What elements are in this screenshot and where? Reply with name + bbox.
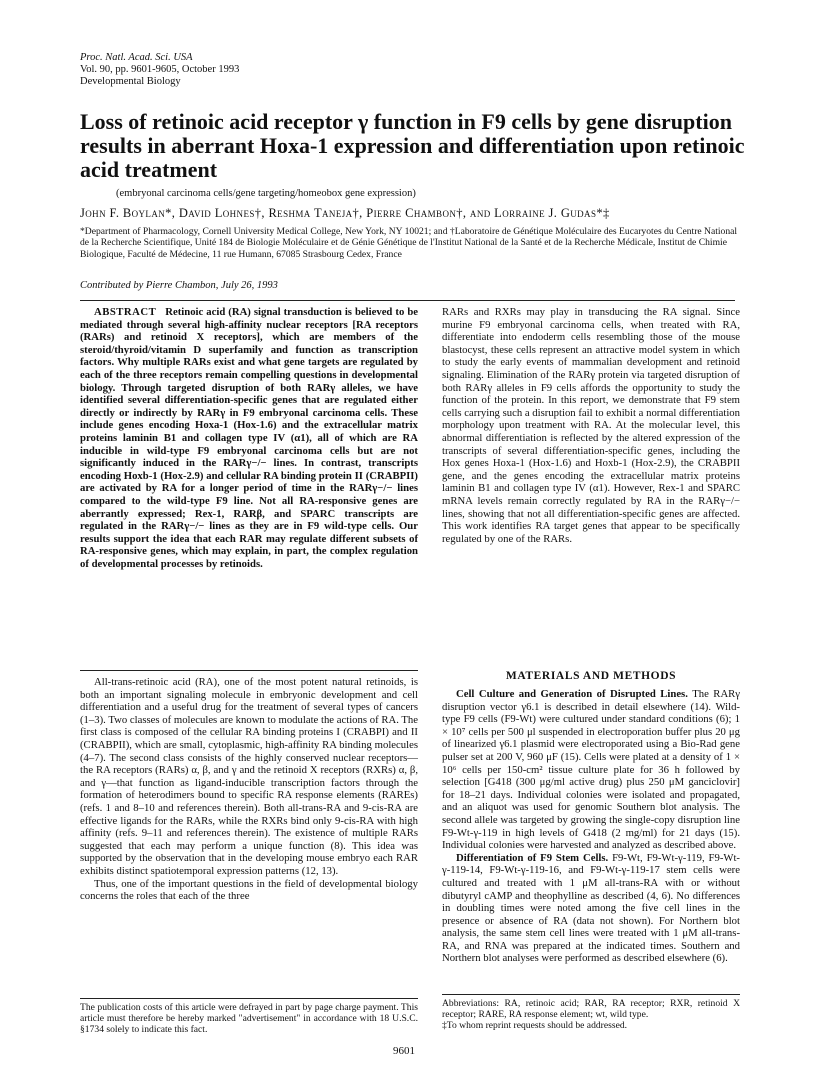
intro-continued: [442, 306, 740, 545]
methods-paragraph-1: [442, 688, 740, 852]
introduction: [80, 676, 418, 903]
intro-paragraph-1: All-trans-retinoic acid (RA), one of the most potent natural retinoids, is both an important signaling molecule in embryonic development and cell differentiation and a useful drug for the treatment of several types of cancers (1–3). Two classes of molecules are known to modulate the actions of RA. The first class is composed of the cellular RA binding proteins I (CRABPI) and II (CRABPII), which are small, cytoplasmic, high-affinity RA binding molecules (4–7). The second class consists of the highly conserved nuclear receptors—the RA receptors (RARs) α, β, and γ and the retinoid X receptors (RXRs) α, β, and γ—that function as ligand-inducible transcription factors through the formation of heterodimers bound to specific RA response elements (RAREs) (refs. 1 and 8–10 and references therein). Both all-trans-RA and 9-cis-RA are effective ligands for the RARs, while the RXRs bind only 9-cis-RA with high affinity (refs. 9–11 and references therein). The existence of multiple RARs suggested that each may perform a unique function (8). This idea was supported by the observation that in the developing mouse embryo each RAR exhibits distinct spatiotemporal expression patterns (12, 13).: [80, 676, 418, 877]
reprint-note: ‡To whom reprint requests should be addressed.: [442, 1020, 628, 1032]
footnote-rule-right: [442, 994, 740, 995]
abstract-text: Retinoic acid (RA) signal transduction is believed to be mediated through several high-affinity nuclear receptors [RA receptors (RARs) and retinoid X receptors], which are members of the steroid/thyroid/vitamin D superfamily and function as transcription factors. Why multiple RARs exist and what gene targets are regulated by each of the three receptors remain compelling questions in developmental biology. Through targeted disruption of both RARγ alleles, we have identified several differentiation-specific genes that are regulated either directly or indirectly by RARγ in F9 embryonal carcinoma cells. These include genes encoding Hoxa-1 (Hox-1.6) and the extracellular matrix proteins laminin B1 and collagen type IV (α1), all of which are RA inducible in wild-type F9 embryonal carcinoma cells but are not significantly induced in the RARγ−/− lines. In contrast, transcripts encoding Hoxb-1 (Hox-2.9) and cellular RA binding protein II (CRABPII) are activated by RA for a longer period of time in the RARγ−/− lines compared to the wild-type F9 line. Not all RA-responsive genes are aberrantly expressed; Rex-1, RARβ, and SPARC transcripts are regulated in the RARγ−/− lines as they are in F9 wild-type cells. Our results support the idea that each RAR may regulate different subsets of RA-responsive genes, which may explain, in part, the complex regulation of developmental processes by retinoids.: [80, 306, 419, 570]
abstract-label: ABSTRACT: [94, 306, 157, 318]
methods-p1-heading: Cell Culture and Generation of Disrupted Lines.: [456, 688, 688, 700]
methods-p2-text: F9-Wt, F9-Wt-γ-119, F9-Wt-γ-119-14, F9-Wt-γ-119-16, and F9-Wt-γ-119-17 stem cells were cultured and treated with 1 μM all-trans-RA with or without dibutyryl cAMP and theophylline as described (4, 6). No differences in doubling times were noted among the five cell lines in the presence or absence of RA (data not shown). For Northern blot analysis, the same stem cell lines were treated with 1 μM all-trans-RA, and RNA was prepared at the indicated times. Southern and Northern blot analyses were performed as described elsewhere (6).: [442, 851, 740, 965]
footnote-rule-left: [80, 998, 418, 999]
methods-paragraph-2: [442, 852, 740, 965]
affiliations: *Department of Pharmacology, Cornell University Medical College, New York, NY 10021; and †Laboratoire de Génétique Moléculaire des Eucaryotes du Centre National de la Recherche Scientifique, Unité 184 de Biologie Moléculaire et de Génie Génétique de l'Institut National de la Santé et de la Recherche Médicale, Institut de Chimie Biologique, Faculté de Médecine, 11 rue Humann, 67085 Strasbourg Cedex, France: [80, 226, 738, 260]
methods-heading: MATERIALS AND METHODS: [505, 670, 677, 682]
abstract-rule: [80, 670, 418, 671]
methods-p2-heading: Differentiation of F9 Stem Cells.: [456, 851, 609, 864]
authors: John F. Boylan*, David Lohnes†, Reshma Taneja†, Pierre Chambon†, and Lorraine J. Gudas*‡: [80, 206, 610, 220]
footnotes-right: [442, 998, 740, 1032]
contributed-by: Contributed by Pierre Chambon, July 26, 1993: [80, 280, 278, 291]
abstract: [80, 306, 418, 570]
journal-header: [80, 52, 239, 88]
publication-cost-note: The publication costs of this article were defrayed in part by page charge payment. This article must therefore be hereby marked "advertisement" in accordance with 18 U.S.C. §1734 solely to indicate this fact.: [80, 1002, 418, 1036]
methods-p1-text: The RARγ disruption vector γ6.1 is described in detail elsewhere (14). Wild-type F9 cells (F9-Wt) were cultured under standard conditions (6); 1 × 10⁷ cells per 500 μl suspended in electroporation buffer plus 20 μg of linearized γ6.1 plasmid were electroporated using a Bio-Rad gene pulser set at 200 V, 960 μF (15). Cells were plated at a density of 1 × 10⁶ cells per 150-cm² tissue culture plate for 36 h followed by selection [G418 (300 μg/ml active drug) plus 250 μM ganciclovir] for 18–21 days. Individual colonies were isolated and propagated, and an aliquot was used for genomic Southern blot analysis. The second allele was targeted by growing the single-copy disruption line F9-Wt-γ-119 in high levels of G418 (2 mg/ml) for 21 days (15). Individual colonies were harvested and analyzed as described above.: [442, 688, 741, 852]
journal-volume: Vol. 90, pp. 9601-9605, October 1993: [80, 64, 240, 75]
page-number: 9601: [393, 1045, 415, 1057]
keywords: (embryonal carcinoma cells/gene targeting/homeobox gene expression): [116, 188, 416, 199]
article-title: Loss of retinoic acid receptor γ function in F9 cells by gene disruption results in aberrant Hoxa-1 expression and differentiation upon retinoic acid treatment: [80, 109, 745, 182]
right-paragraph-1: RARs and RXRs may play in transducing the RA signal. Since murine F9 embryonal carcinoma cells, when treated with RA, differentiate into endoderm cells resembling those of the mouse blastocyst, these cells represent an attractive model system in which to study the early events of mammalian development and retinoid signaling. Elimination of the RARγ protein via targeted disruption of both RARγ alleles in F9 cells affords the opportunity to study the function of the protein. In this report, we demonstrate that F9 stem cells carrying such a disruption fail to exhibit a normal differentiation morphology upon treatment with RA. At the molecular level, this abnormal differentiation is reflected by the altered expression of the transcripts of several differentiation-specific genes, including the Hox genes Hoxa-1 (Hox-1.6) and Hoxb-1 (Hox-2.9), the CRABPII gene, and the genes encoding the extracellular matrix proteins laminin B1 and collagen type IV (α1). However, Rex-1 and SPARC mRNA levels remain correctly regulated by RA in the RARγ−/− lines, showing that not all differentiation-specific genes are affected. This work identifies RA target genes that appear to be specifically regulated by one of the RARs.: [442, 306, 740, 545]
journal-section: Developmental Biology: [80, 76, 181, 87]
intro-paragraph-2: Thus, one of the important questions in the field of developmental biology concerns the roles that each of the three: [80, 877, 418, 903]
abbreviations: Abbreviations: RA, retinoic acid; RAR, RA receptor; RXR, retinoid X receptor; RARE, RA response element; wt, wild type.: [442, 998, 740, 1021]
header-rule: [80, 300, 735, 301]
methods: [442, 688, 740, 965]
journal-name: Proc. Natl. Acad. Sci. USA: [80, 52, 193, 63]
